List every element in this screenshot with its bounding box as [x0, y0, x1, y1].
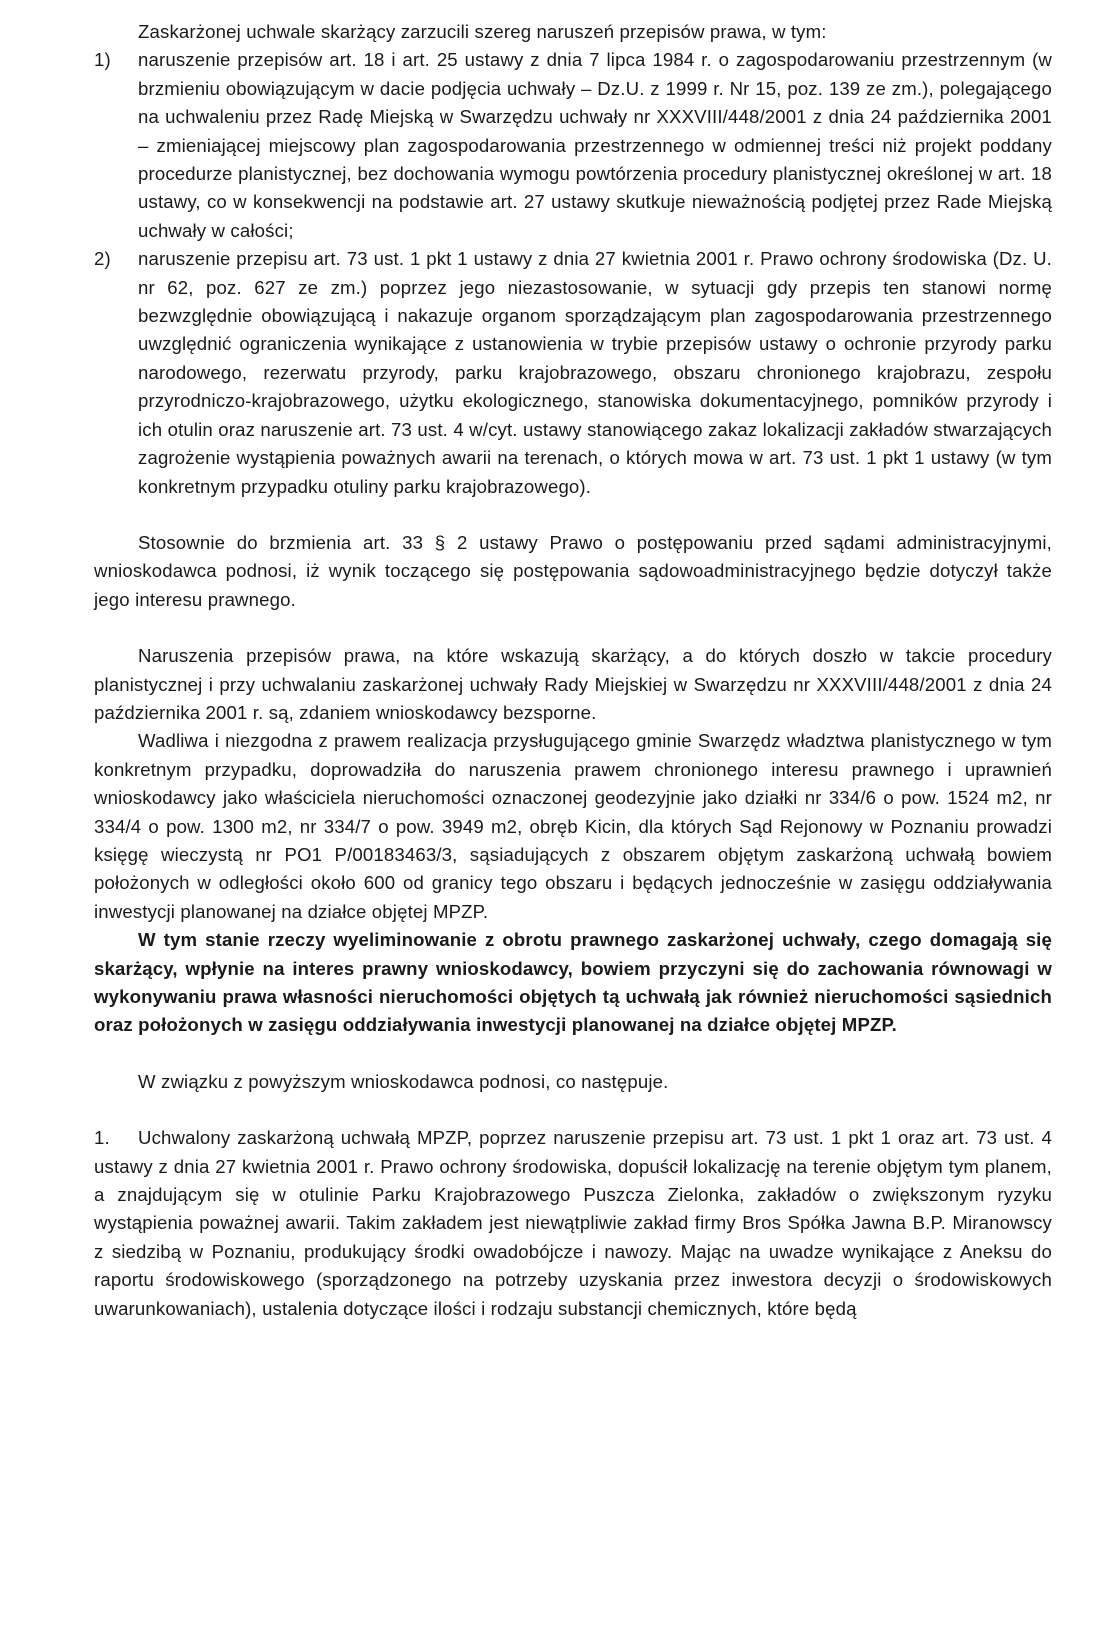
violation-text: naruszenie przepisów art. 18 i art. 25 ustawy z dnia 7 lipca 1984 r. o zagospodarowaniu przestrzennym (w brzmieniu obowiązującym w dacie podjęcia uchwały – Dz.U. z 1999 r. Nr 15, poz. 139 ze zm.), polegającego na uchwaleniu przez Radę Miejską w Swarzędzu uchwały nr XXXVIII/448/2001 z dnia 24 października 2001 – zmieniającej miejscowy plan zagospodarowania przestrzennego w odmiennej treści niż projekt poddany procedurze planistycznej, bez dochowania wymogu powtórzenia procedury planistycznej określonej w art. 18 ustawy, co w konsekwencji na podstawie art. 27 ustawy skutkuje nieważnością podjętej przez Rade Miejską uchwały w całości; — [138, 49, 1052, 241]
point-1-paragraph — [94, 1124, 1052, 1323]
point-number: 1. — [94, 1127, 110, 1149]
legal-interest-bold-paragraph: W tym stanie rzeczy wyeliminowanie z obrotu prawnego zaskarżonej uchwały, czego domagają się skarżący, wpłynie na interes prawny wnioskodawcy, bowiem przyczyni się do zachowania równowagi w wykonywaniu prawa własności nieruchomości objętych tą uchwałą jak również nieruchomości sąsiednich oraz położonych w zasięgu oddziaływania inwestycji planowanej na działce objętej MPZP. — [94, 929, 1052, 1036]
violation-text: naruszenie przepisu art. 73 ust. 1 pkt 1 ustawy z dnia 27 kwietnia 2001 r. Prawo ochrony środowiska (Dz. U. nr 62, poz. 627 ze zm.) poprzez jego niezastosowanie, w sytuacji gdy przepis ten stanowi normę bezwzględnie obowiązującą i nakazuje organom sporządzającym plan zagospodarowania przestrzennego uwzględnić ograniczenia wynikające z ustanowienia w trybie przepisów ustawy o ochronie przyrody parku narodowego, rezerwatu przyrody, parku krajobrazowego, obszaru chronionego krajobrazu, zespołu przyrodniczo-krajobrazowego, użytku ekologicznego, stanowiska dokumentacyjnego, pomników przyrody i ich otulin oraz naruszenie art. 73 ust. 4 w/cyt. ustawy stanowiącego zakaz lokalizacji zakładów stwarzających zagrożenie wystąpienia poważnych awarii na terenach, o których mowa w art. 73 ust. 1 pkt 1 ustawy (w tym konkretnym przypadku otuliny parku krajobrazowego). — [138, 248, 1052, 497]
violation-item-1 — [94, 46, 1052, 245]
art33-paragraph: Stosownie do brzmienia art. 33 § 2 ustawy Prawo o postępowaniu przed sądami administracyjnymi, wnioskodawca podnosi, iż wynik toczącego się postępowania sądowoadministracyjnego będzie dotyczył także jego interesu prawnego. — [94, 531, 1052, 610]
in-connection-paragraph: W związku z powyższym wnioskodawca podnosi, co następuje. — [138, 1070, 669, 1092]
intro-paragraph: Zaskarżonej uchwale skarżący zarzucili szereg naruszeń przepisów prawa, w tym: — [138, 21, 827, 42]
violation-number: 1) — [94, 49, 111, 71]
point-text: Uchwalony zaskarżoną uchwałą MPZP, poprzez naruszenie przepisu art. 73 ust. 1 pkt 1 oraz art. 73 ust. 4 ustawy z dnia 27 kwietnia 2001 r. Prawo ochrony środowiska, dopuścił lokalizację na terenie objętym tym planem, a znajdującym się w otulinie Parku Krajobrazowego Puszcza Zielonka, zakładów o zwiększonym ryzyku wystąpienia poważnej awarii. Takim zakładem jest niewątpliwie zakład firmy Bros Spółka Jawna B.P. Miranowscy z siedzibą w Poznaniu, produkujący środki owadobójcze i nawozy. Mając na uwadze wynikające z Aneksu do raportu środowiskowego (sporządzonego na potrzeby uzyskania przez inwestora decyzji o środowiskowych uwarunkowaniach), ustalenia dotyczące ilości i rodzaju substancji chemicznych, które będą — [94, 1127, 1052, 1319]
violation-number: 2) — [94, 248, 111, 270]
violation-item-2 — [94, 245, 1052, 501]
violations-undisputed-paragraph: Naruszenia przepisów prawa, na które wskazują skarżący, a do których doszło w takcie procedury planistycznej i przy uchwalaniu zaskarżonej uchwały Rady Miejskiej w Swarzędzu nr XXXVIII/448/2001 z dnia 24 października 2001 r. są, zdaniem wnioskodawcy bezsporne. — [94, 645, 1052, 723]
violations-list — [94, 46, 1052, 501]
faulty-planning-paragraph: Wadliwa i niezgodna z prawem realizacja przysługującego gminie Swarzędz władztwa planistycznego w tym konkretnym przypadku, doprowadziła do naruszenia prawem chronionego interesu prawnego i uprawnień wnioskodawcy jako właściciela nieruchomości oznaczonej geodezyjnie jako działki nr 334/6 o pow. 1524 m2, nr 334/4 o pow. 1300 m2, nr 334/7 o pow. 3949 m2, obręb Kicin, dla których Sąd Rejonowy w Poznaniu prowadzi księgę wieczystą nr PO1 P/00183463/3, sąsiadujących z obszarem objętym zaskarżoną uchwałą bowiem położonych w odległości około 600 od granicy tego obszaru i będących jednocześnie w zasięgu oddziaływania inwestycji planowanej na działce objętej MPZP. — [94, 730, 1052, 922]
